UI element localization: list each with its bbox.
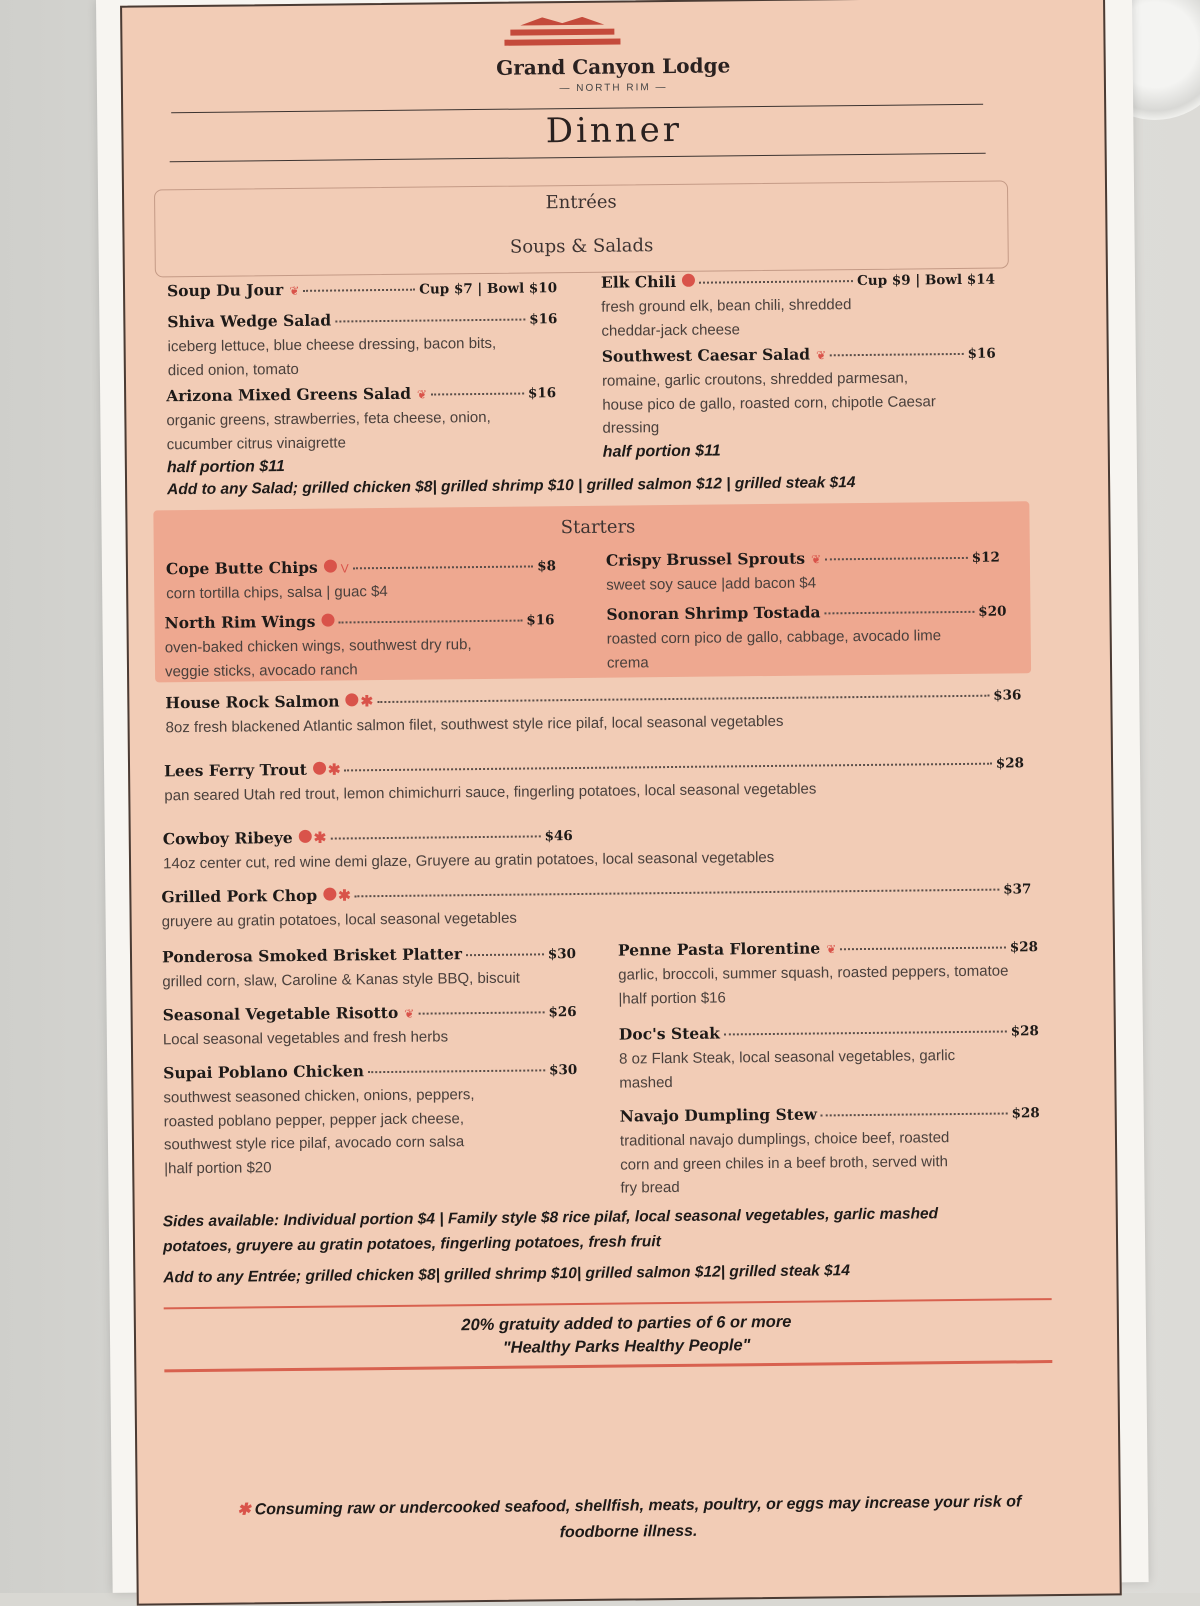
menu-item-grilled-pork-chop: Grilled Pork Chop ✱ $37 gruyere au gratin potatoes, local seasonal vegetables [161, 876, 1031, 934]
consumption-warning-line2: foodborne illness. [559, 1522, 698, 1542]
brand-name: Grand Canyon Lodge [496, 53, 731, 80]
vegetarian-leaf-icon: ❦ [289, 283, 300, 298]
entree-addons: Add to any Entrée; grilled chicken $8| grilled shrimp $10| grilled salmon $12| grilled steak $14 [163, 1262, 851, 1287]
menu-item-lees-ferry-trout: Lees Ferry Trout ✱ $28 pan seared Utah red trout, lemon chimichurri sauce, fingerling potatoes, local seasonal vegetables [164, 750, 1024, 808]
menu-item-navajo-dumpling-stew: Navajo Dumpling Stew $28 traditional navajo dumplings, choice beef, roasted corn and green chiles in a beef broth, served with fry bread [619, 1104, 1040, 1197]
slogan: "Healthy Parks Healthy People" [502, 1336, 751, 1357]
vegan-icon: ❦ [404, 1006, 415, 1021]
gratuity-note: 20% gratuity added to parties of 6 or more [461, 1312, 792, 1335]
menu-item-ponderosa-brisket: Ponderosa Smoked Brisket Platter $30 grilled corn, slaw, Caroline & Kanas style BBQ, biscuit [161, 944, 577, 991]
raw-warning-icon: ✱ [338, 887, 351, 905]
brand-subtitle: — NORTH RIM — [559, 82, 668, 95]
menu-title: Dinner [545, 109, 683, 152]
raw-warning-icon: ✱ [313, 829, 327, 847]
vegetarian-leaf-icon: ❦ [815, 348, 827, 363]
gluten-free-icon [321, 614, 334, 627]
menu-item-vegetable-risotto: Seasonal Vegetable Risotto ❦ $26 Local seasonal vegetables and fresh herbs [162, 1002, 577, 1049]
menu-item-cowboy-ribeye: Cowboy Ribeye ✱ $46 14oz center cut, red wine demi glaze, Gruyere au gratin potatoes, local seasonal vegetables [163, 818, 1023, 876]
gluten-free-icon [313, 762, 326, 775]
menu-item-house-rock-salmon: House Rock Salmon ✱ $36 8oz fresh blackened Atlantic salmon filet, southwest style rice pilaf, local seasonal vegetables [165, 682, 1021, 739]
menu-item-crispy-brussel-sprouts: Crispy Brussel Sprouts ❦ $12 sweet soy sauce |add bacon $4 [605, 548, 1000, 594]
menu-item-shiva-wedge: Shiva Wedge Salad $16 iceberg lettuce, blue cheese dressing, bacon bits, diced onion, tomato [167, 306, 558, 382]
gluten-free-icon [323, 888, 336, 901]
menu-item-north-rim-wings: North Rim Wings $16 oven-baked chicken wings, southwest dry rub, veggie sticks, avocado ranch [164, 607, 555, 683]
consumption-warning: ✱ Consuming raw or undercooked seafood, shellfish, meats, poultry, or eggs may increase your risk of [237, 1493, 1022, 1519]
gluten-free-icon [299, 830, 312, 843]
red-divider-top [164, 1298, 1052, 1309]
gluten-free-icon [682, 274, 695, 287]
menu-item-sonoran-shrimp-tostada: Sonoran Shrimp Tostada $20 roasted corn pico de gallo, cabbage, avocado lime crema [606, 602, 1007, 672]
menu-item-supai-poblano-chicken: Supai Poblano Chicken $30 southwest seasoned chicken, onions, peppers, roasted poblano pepper, pepper jack cheese, southwest style rice pilaf, avocado corn salsa |half portion $20 [163, 1061, 578, 1177]
gluten-free-icon [345, 693, 358, 706]
menu-card [120, 0, 1122, 1606]
salad-addons: Add to any Salad; grilled chicken $8| grilled shrimp $10 | grilled salmon $12 | grilled steak $14 [167, 474, 856, 499]
menu-item-docs-steak: Doc's Steak $28 8 oz Flank Steak, local seasonal vegetables, garlic mashed [619, 1018, 1040, 1094]
menu-item-soup-du-jour: Soup Du Jour ❦ Cup $7 | Bowl $10 [167, 275, 557, 304]
menu-item-elk-chili: Elk Chili Cup $9 | Bowl $14 fresh ground elk, bean chili, shredded cheddar-jack cheese [600, 271, 996, 340]
starters-heading: Starters [560, 516, 636, 539]
raw-warning-icon: ✱ [237, 1501, 251, 1519]
sides-note-line1: Sides available: Individual portion $4 | Family style $8 rice pilaf, local seasonal vegetables, garlic mashed [162, 1205, 939, 1231]
entrees-heading: Entrées [545, 191, 617, 214]
vegetarian-leaf-icon: ❦ [826, 942, 837, 957]
menu-item-penne-florentine: Penne Pasta Florentine ❦ $28 garlic, broccoli, summer squash, roasted peppers, tomatoe |half portion $16 [617, 938, 1039, 1008]
menu-paper [96, 0, 1149, 1593]
menu-item-arizona-greens: Arizona Mixed Greens Salad ❦ $16 organic greens, strawberries, feta cheese, onion, cucumber citrus vinaigrette half portion $11 [166, 383, 557, 477]
section-banner [154, 180, 1009, 277]
raw-warning-icon: ✱ [327, 761, 341, 779]
gluten-free-icon [324, 560, 337, 573]
vegetarian-leaf-icon: ❦ [811, 552, 822, 567]
title-rule [170, 153, 986, 163]
vegetarian-leaf-icon: ❦ [416, 387, 428, 402]
canyon-logo-icon [502, 16, 622, 51]
menu-item-southwest-caesar: Southwest Caesar Salad ❦ $16 romaine, garlic croutons, shredded parmesan, house pico de gallo, roasted corn, chipotle Caesar dressing half portion $11 [601, 344, 996, 461]
sides-note-line2: potatoes, gruyere au gratin potatoes, fingerling potatoes, fresh fruit [162, 1233, 661, 1256]
menu-item-cope-butte-chips: Cope Butte Chips V $8 corn tortilla chips, salsa | guac $4 [166, 553, 556, 606]
raw-warning-icon: ✱ [360, 693, 374, 711]
vegan-icon: V [340, 561, 349, 576]
soups-salads-heading: Soups & Salads [509, 235, 654, 258]
